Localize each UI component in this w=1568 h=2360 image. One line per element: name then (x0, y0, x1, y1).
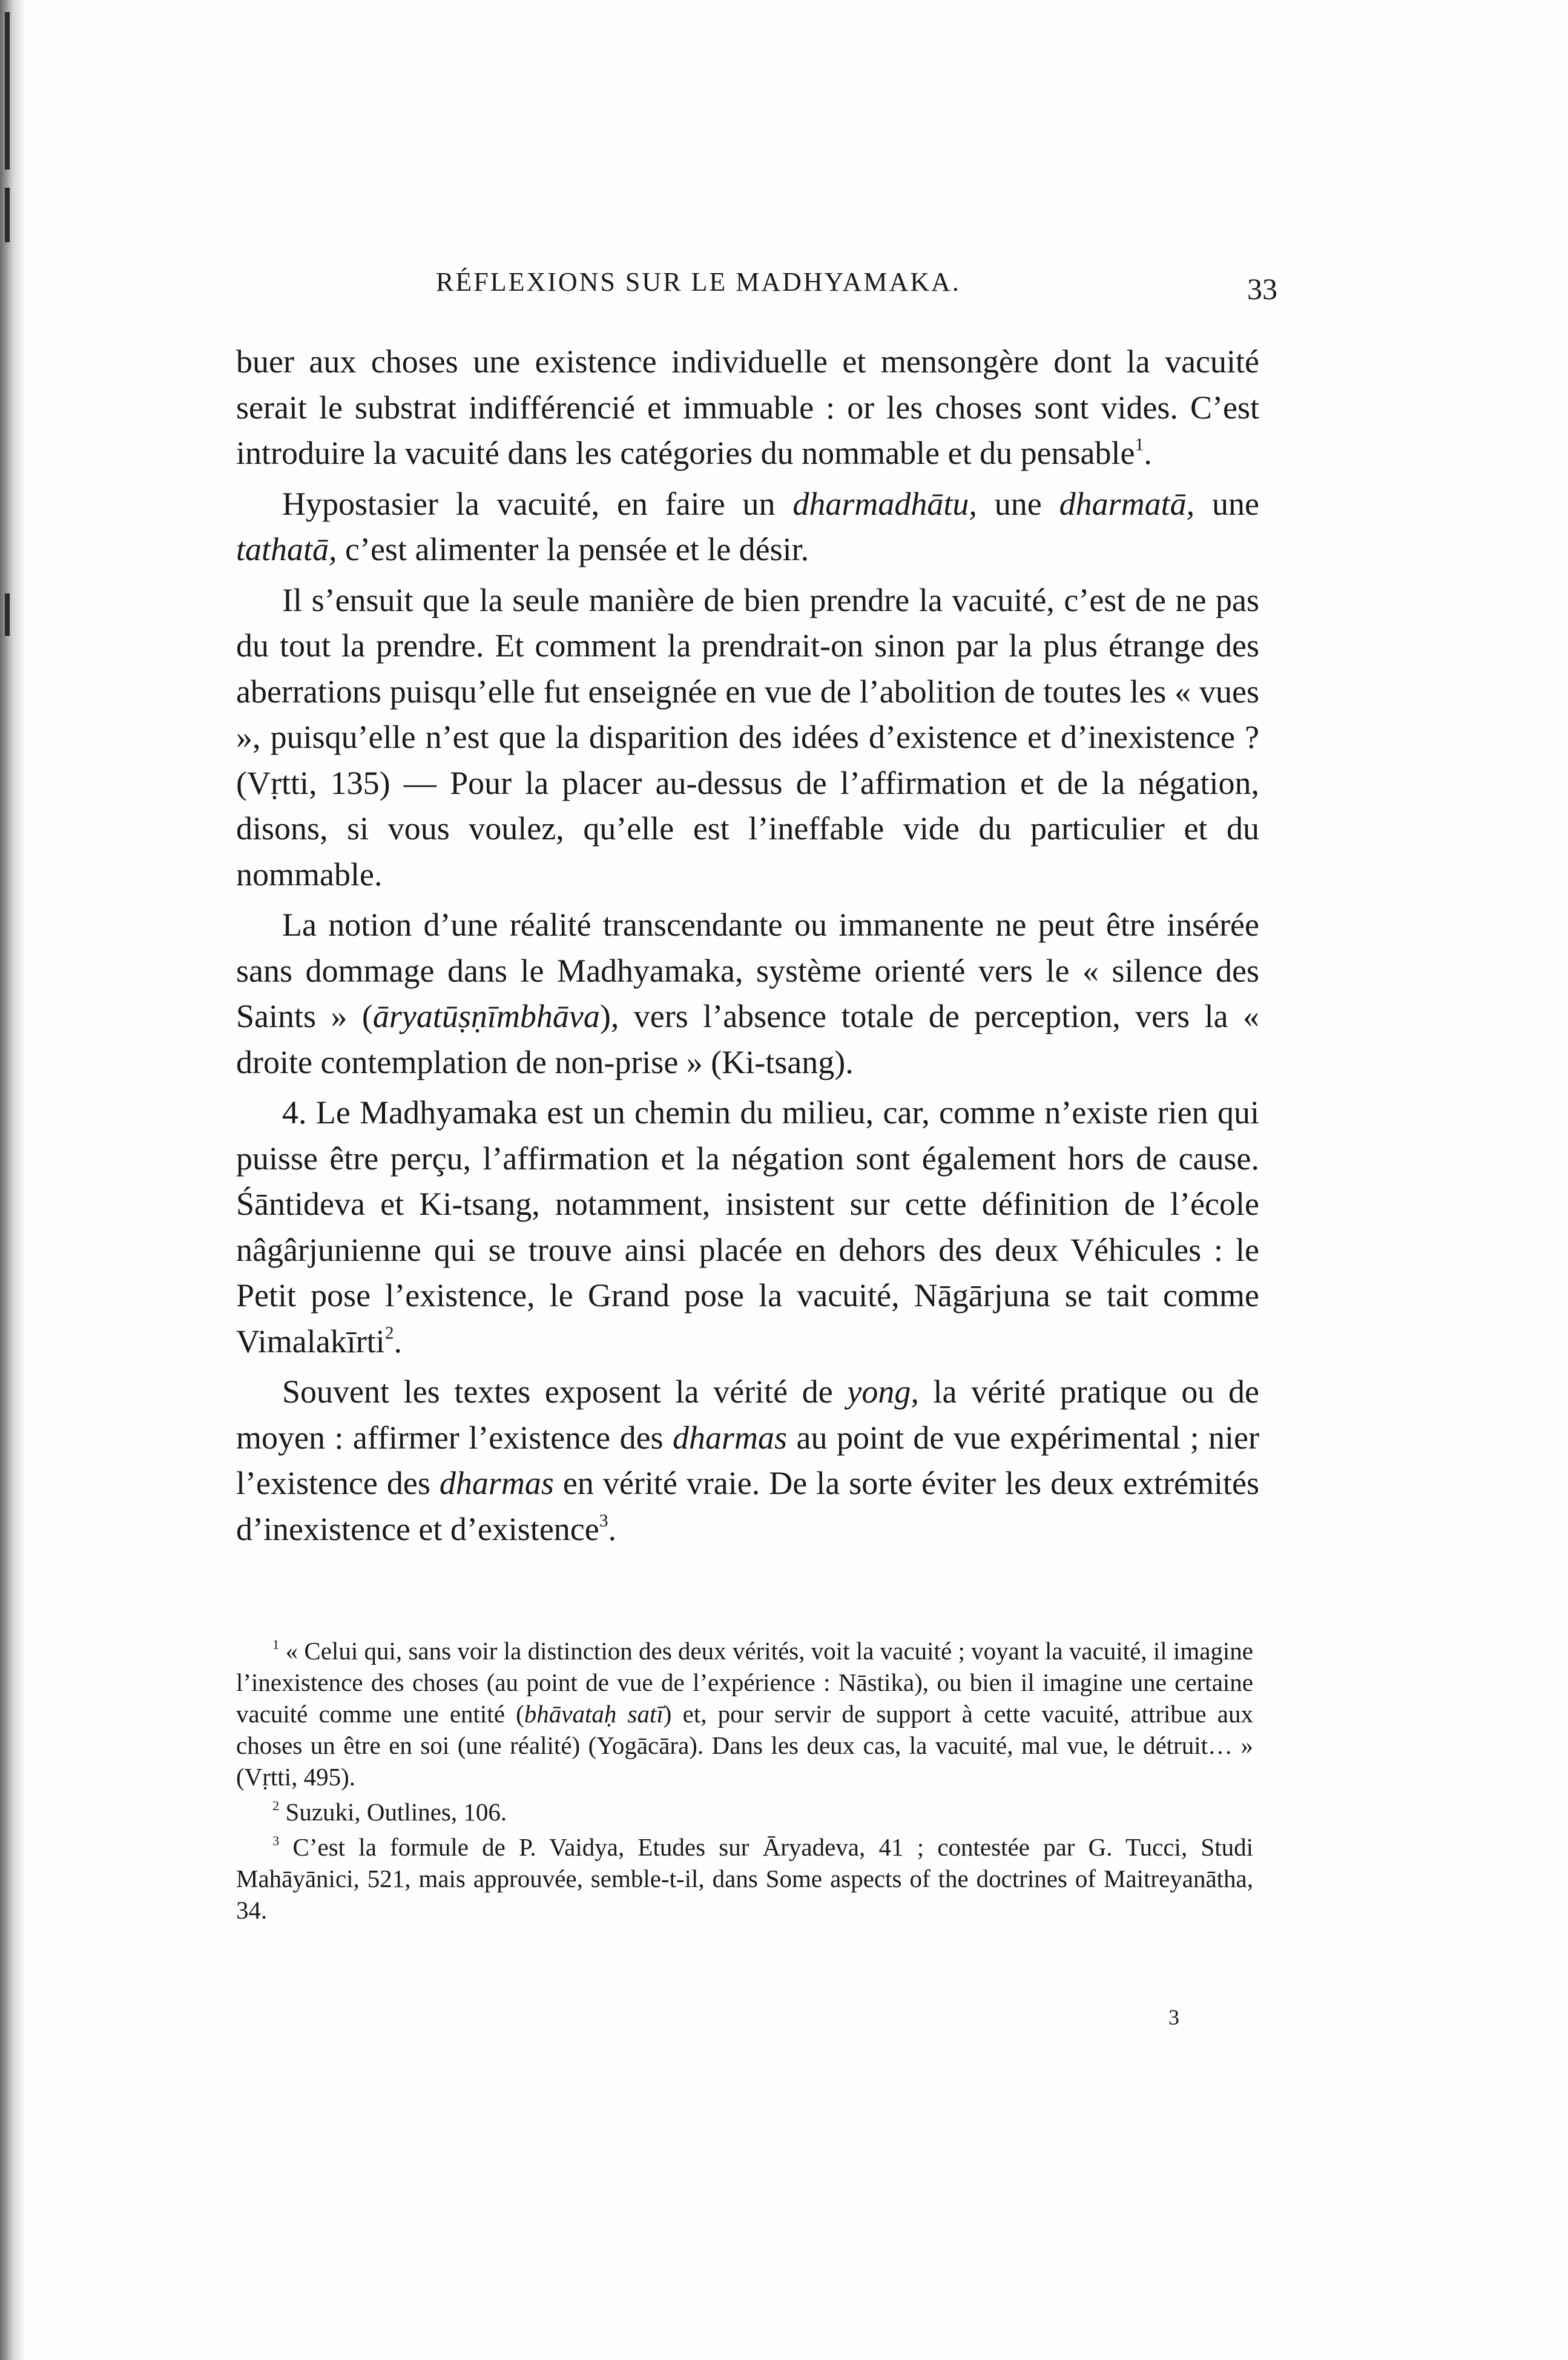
footnote-ref: 3 (599, 1511, 608, 1531)
footnote-marker: 1 (272, 1637, 280, 1653)
page-number: 33 (1247, 272, 1277, 306)
footnote-ref: 1 (1135, 435, 1144, 455)
footnote: $^2$ Suzuki, Outlines, 106. (272, 1798, 507, 1826)
binding-edge (0, 0, 24, 2360)
paragraph: La notion d’une réalité transcendante ou immanente ne peut être insérée sans dommage dans le Madhyamaka, système orienté vers le « silence des Saints » (āryatūṣṇīmbhāva), vers l’absence totale de perception, vers la « droite contemplation de non-prise » (Ki-tsang). (236, 907, 1259, 1080)
binding-mark (5, 188, 10, 242)
binding-mark (5, 12, 10, 170)
footnote-ref: 2 (384, 1323, 394, 1343)
body-text (236, 339, 1259, 1552)
paragraph: buer aux choses une existence individuelle et mensongère dont la vacuité serait le substrat indifférencié et immuable : or les choses sont vides. C’est introduire la vacuité dans les catégories du nommable et du pensable$^1$. (236, 343, 1259, 471)
footnote-marker: 3 (272, 1833, 280, 1849)
binding-mark (5, 593, 10, 636)
footnote: $^1$ « Celui qui, sans voir la distinction des deux vérités, voit la vacuité ; voyant la vacuité, il imagine l’inexistence des choses (au point de vue de l’expérience : Nāstika), ou bien il imagine une certaine vacuité comme une entité (bhāvataḥ satī) et, pour servir de support à cette vacuité, attribue aux choses un être en soi (une réalité) (Yogācāra). Dans les deux cas, la vacuité, mal vue, le détruit… » (Vṛtti, 495). (236, 1637, 1254, 1791)
paragraph: Souvent les textes exposent la vérité de yong, la vérité pratique ou de moyen : affirmer l’existence des dharmas au point de vue expérimental ; nier l’existence des dharmas en vérité vraie. De la sorte éviter les deux extrémités d’inexistence et d’existence$^3$. (236, 1373, 1260, 1547)
paragraph: Hypostasier la vacuité, en faire un dharmadhātu, une dharmatā, une tathatā, c’est alimenter la pensée et le désir. (236, 485, 1260, 567)
footnote-marker: 2 (272, 1798, 280, 1814)
footnote: $^3$ C’est la formule de P. Vaidya, Etudes sur Āryadeva, 41 ; contestée par G. Tucci, Studi Mahāyānici, 521, mais approuvée, semble-t-il, dans Some aspects of the doctrines of Maitreyanātha, 34. (236, 1833, 1253, 1924)
signature-mark: 3 (1168, 2005, 1179, 2029)
footnotes (236, 1635, 1253, 1929)
paragraph: Il s’ensuit que la seule manière de bien prendre la vacuité, c’est de ne pas du tout la prendre. Et comment la prendrait-on sinon par la plus étrange des aberrations puisqu’elle fut enseignée en vue de l’abolition de toutes les « vues », puisqu’elle n’est que la disparition des idées d’existence et d’inexistence ? (Vṛtti, 135) — Pour la placer au-dessus de l’affirmation et de la négation, disons, si vous voulez, qu’elle est l’ineffable vide du particulier et du nommable. (236, 581, 1259, 893)
paragraph: 4. Le Madhyamaka est un chemin du milieu, car, comme n’existe rien qui puisse être perçu, l’affirmation et la négation sont également hors de cause. Śāntideva et Ki-tsang, notamment, insistent sur cette définition de l’école nâgârjunienne qui se trouve ainsi placée en dehors des deux Véhicules : le Petit pose l’existence, le Grand pose la vacuité, Nāgārjuna se tait comme Vimalakīrti$^2$. (236, 1094, 1259, 1360)
running-head: RÉFLEXIONS SUR LE MADHYAMAKA. (436, 267, 961, 297)
